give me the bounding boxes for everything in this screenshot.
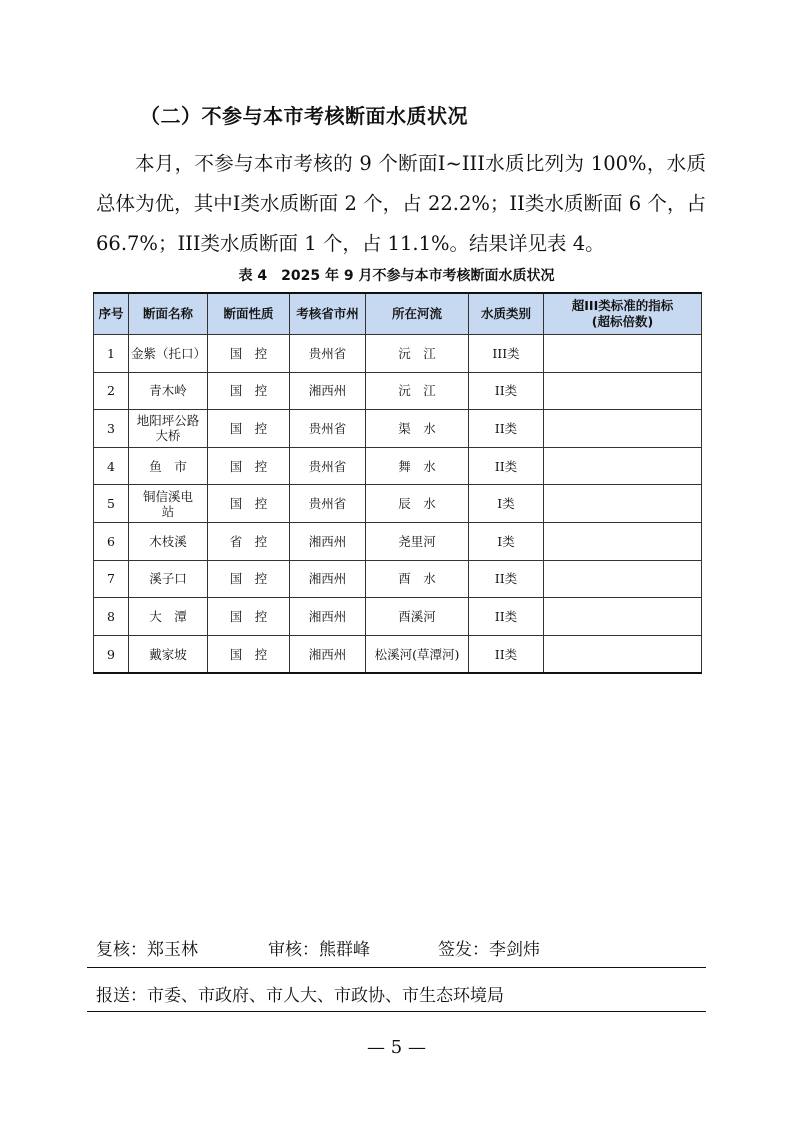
cell-no: 3 [94, 410, 129, 448]
cell-name: 大 潭 [129, 598, 208, 636]
table-row [94, 410, 702, 448]
cell-region: 贵州省 [290, 485, 366, 523]
cell-no: 9 [94, 635, 129, 673]
cell-name: 鱼 市 [129, 447, 208, 485]
cell-name: 地阳坪公路大桥 [129, 410, 208, 448]
table-caption: 表 4 2025 年 9 月不参与本市考核断面水质状况 [238, 268, 555, 284]
cell-grade: II类 [469, 410, 544, 448]
cell-grade: II类 [469, 447, 544, 485]
cell-name: 青木岭 [129, 372, 208, 410]
cell-nature: 国 控 [208, 335, 290, 373]
send-to: 报送：市委、市政府、市人大、市政协、市生态环境局 [96, 986, 504, 1006]
cell-region: 贵州省 [290, 447, 366, 485]
cell-nature: 国 控 [208, 410, 290, 448]
cell-river: 尧里河 [366, 522, 469, 560]
table-row [94, 522, 702, 560]
cell-exceed [544, 522, 702, 560]
table-row [94, 447, 702, 485]
cell-exceed [544, 410, 702, 448]
cell-name: 戴家坡 [129, 635, 208, 673]
signoff-audit: 审核：熊群峰 [268, 940, 370, 960]
cell-river: 辰 水 [366, 485, 469, 523]
table-row [94, 335, 702, 373]
header-nature: 断面性质 [208, 293, 290, 335]
section-heading: （二）不参与本市考核断面水质状况 [140, 104, 468, 128]
cell-region: 湘西州 [290, 560, 366, 598]
cell-no: 2 [94, 372, 129, 410]
cell-exceed [544, 560, 702, 598]
header-exceed-line1: 超III类标准的指标 [571, 298, 674, 313]
summary-paragraph: 本月，不参与本市考核的 9 个断面I~III水质比列为 100%，水质总体为优，其中I类水质断面 2 个，占 22.2%；II类水质断面 6 个，占 66.7%；III类水质断面 1 个，占 11.1%。结果详见表 4。 [96, 152, 706, 255]
header-exceed [544, 293, 702, 335]
header-grade: 水质类别 [469, 293, 544, 335]
signoff-review: 复核：郑玉林 [96, 940, 198, 960]
cell-region: 贵州省 [290, 410, 366, 448]
table-header-row [94, 293, 702, 335]
cell-river: 松溪河(草潭河) [366, 635, 469, 673]
cell-exceed [544, 635, 702, 673]
header-river: 所在河流 [366, 293, 469, 335]
cell-no: 1 [94, 335, 129, 373]
cell-no: 6 [94, 522, 129, 560]
table-row [94, 372, 702, 410]
cell-name: 溪子口 [129, 560, 208, 598]
header-no: 序号 [94, 293, 129, 335]
cell-exceed [544, 447, 702, 485]
cell-grade: III类 [469, 335, 544, 373]
table-row [94, 485, 702, 523]
cell-river: 酉 水 [366, 560, 469, 598]
cell-name: 木枝溪 [129, 522, 208, 560]
cell-nature: 国 控 [208, 560, 290, 598]
table-row [94, 635, 702, 673]
cell-no: 7 [94, 560, 129, 598]
cell-nature: 省 控 [208, 522, 290, 560]
table-row [94, 560, 702, 598]
signoff-issue: 签发：李剑炜 [438, 940, 540, 960]
cell-grade: I类 [469, 485, 544, 523]
cell-no: 4 [94, 447, 129, 485]
table-row [94, 598, 702, 636]
cell-river: 沅 江 [366, 335, 469, 373]
cell-nature: 国 控 [208, 372, 290, 410]
cell-region: 湘西州 [290, 635, 366, 673]
cell-region: 湘西州 [290, 598, 366, 636]
cell-river: 沅 江 [366, 372, 469, 410]
cell-exceed [544, 335, 702, 373]
cell-name: 金紫（托口） [129, 335, 208, 373]
water-quality-table [93, 292, 702, 674]
cell-region: 湘西州 [290, 372, 366, 410]
cell-region: 贵州省 [290, 335, 366, 373]
header-region: 考核省市州 [290, 293, 366, 335]
cell-exceed [544, 485, 702, 523]
cell-river: 酉溪河 [366, 598, 469, 636]
divider-bottom [87, 1011, 706, 1012]
cell-river: 舞 水 [366, 447, 469, 485]
header-exceed-line2: (超标倍数) [591, 314, 654, 329]
header-name: 断面名称 [129, 293, 208, 335]
cell-grade: I类 [469, 522, 544, 560]
cell-nature: 国 控 [208, 635, 290, 673]
cell-nature: 国 控 [208, 485, 290, 523]
cell-grade: II类 [469, 560, 544, 598]
cell-no: 8 [94, 598, 129, 636]
cell-river: 渠 水 [366, 410, 469, 448]
cell-region: 湘西州 [290, 522, 366, 560]
cell-grade: II类 [469, 635, 544, 673]
cell-exceed [544, 598, 702, 636]
cell-exceed [544, 372, 702, 410]
page-number: — 5 — [367, 1037, 426, 1058]
signoff-line [96, 935, 706, 960]
cell-grade: II类 [469, 598, 544, 636]
cell-name: 铜信溪电 站 [129, 485, 208, 523]
cell-nature: 国 控 [208, 447, 290, 485]
divider-top [87, 967, 706, 968]
cell-grade: II类 [469, 372, 544, 410]
cell-nature: 国 控 [208, 598, 290, 636]
cell-no: 5 [94, 485, 129, 523]
